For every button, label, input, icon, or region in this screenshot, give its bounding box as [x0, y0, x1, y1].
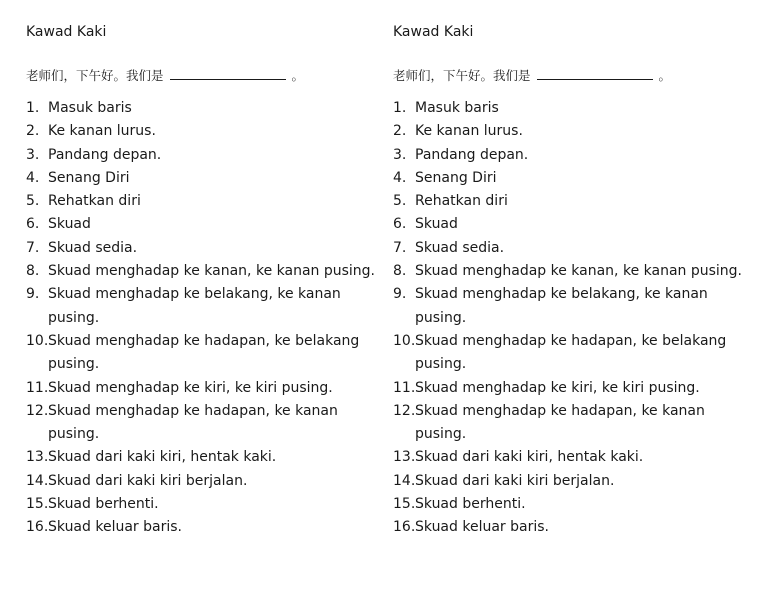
step-number: 8.	[26, 263, 40, 280]
step-number: 9.	[393, 286, 407, 303]
step-number: 16.	[26, 519, 49, 536]
step-number: 3.	[26, 146, 40, 163]
step-number: 13.	[26, 449, 49, 466]
right-greeting-prefix: 老师们，下午好。我们是	[393, 68, 531, 83]
left-steps-list	[26, 97, 376, 540]
step-number: 7.	[26, 239, 40, 256]
list-item	[393, 120, 743, 143]
step-number: 5.	[393, 193, 407, 210]
right-column	[393, 22, 743, 540]
step-number: 14.	[26, 472, 49, 489]
step-number: 16.	[393, 519, 416, 536]
list-item	[393, 190, 743, 213]
step-text: Skuad menghadap ke hadapan, ke belakang pusing.	[48, 332, 360, 373]
step-text: Skuad menghadap ke kiri, ke kiri pusing.	[48, 379, 333, 396]
list-item	[26, 330, 376, 377]
step-text: Senang Diri	[415, 169, 497, 186]
left-greeting	[26, 67, 376, 85]
right-steps-list	[393, 97, 743, 540]
list-item	[393, 493, 743, 516]
step-text: Ke kanan lurus.	[48, 123, 156, 140]
step-number: 8.	[393, 263, 407, 280]
left-greeting-suffix: 。	[291, 68, 304, 83]
step-text: Skuad menghadap ke kanan, ke kanan pusing.	[48, 263, 375, 280]
step-number: 15.	[393, 496, 416, 513]
step-number: 1.	[26, 100, 40, 116]
step-number: 6.	[26, 216, 40, 233]
left-name-blank	[170, 68, 286, 80]
list-item	[26, 120, 376, 143]
list-item	[393, 283, 743, 330]
step-number: 13.	[393, 449, 416, 466]
step-text: Skuad keluar baris.	[415, 519, 549, 536]
left-title: Kawad Kaki	[26, 24, 107, 40]
left-column	[26, 22, 376, 540]
step-text: Skuad menghadap ke kiri, ke kiri pusing.	[415, 379, 700, 396]
list-item	[26, 97, 376, 120]
step-number: 14.	[393, 472, 416, 489]
list-item	[26, 446, 376, 469]
right-greeting	[393, 67, 743, 85]
list-item	[26, 283, 376, 330]
step-number: 10.	[26, 332, 49, 349]
step-text: Skuad dari kaki kiri, hentak kaki.	[415, 449, 644, 466]
list-item	[393, 330, 743, 377]
step-number: 4.	[26, 169, 40, 186]
step-text: Skuad	[48, 216, 91, 233]
step-number: 3.	[393, 146, 407, 163]
list-item	[393, 213, 743, 236]
step-text: Rehatkan diri	[415, 193, 508, 210]
list-item	[26, 260, 376, 283]
step-text: Skuad berhenti.	[415, 496, 526, 513]
step-text: Skuad	[415, 216, 458, 233]
step-text: Skuad menghadap ke belakang, ke kanan pusing.	[415, 286, 708, 326]
list-item	[26, 144, 376, 167]
step-text: Masuk baris	[48, 100, 132, 116]
list-item	[26, 470, 376, 493]
step-text: Masuk baris	[415, 100, 499, 116]
right-name-blank	[537, 68, 653, 80]
step-number: 9.	[26, 286, 40, 303]
list-item	[393, 144, 743, 167]
list-item	[26, 167, 376, 190]
step-text: Skuad sedia.	[48, 239, 138, 256]
step-text: Skuad menghadap ke kanan, ke kanan pusing.	[415, 263, 742, 280]
step-text: Skuad menghadap ke belakang, ke kanan pusing.	[48, 286, 341, 326]
step-number: 12.	[393, 402, 416, 419]
list-item	[393, 260, 743, 283]
step-text: Skuad menghadap ke hadapan, ke belakang pusing.	[415, 332, 727, 373]
left-greeting-prefix: 老师们，下午好。我们是	[26, 68, 164, 83]
list-item	[26, 213, 376, 236]
step-number: 2.	[26, 123, 40, 140]
list-item	[393, 516, 743, 539]
step-number: 4.	[393, 169, 407, 186]
list-item	[26, 237, 376, 260]
step-number: 11.	[393, 379, 416, 396]
list-item	[393, 400, 743, 447]
step-number: 5.	[26, 193, 40, 210]
step-text: Skuad menghadap ke hadapan, ke kanan pusing.	[48, 402, 338, 443]
step-number: 2.	[393, 123, 407, 140]
step-number: 10.	[393, 332, 416, 349]
step-text: Skuad berhenti.	[48, 496, 159, 513]
step-text: Pandang depan.	[48, 146, 162, 163]
step-number: 11.	[26, 379, 49, 396]
step-number: 7.	[393, 239, 407, 256]
right-greeting-suffix: 。	[658, 68, 671, 83]
step-text: Skuad dari kaki kiri berjalan.	[48, 472, 248, 489]
step-text: Skuad dari kaki kiri, hentak kaki.	[48, 449, 277, 466]
step-number: 1.	[393, 100, 407, 116]
list-item	[393, 446, 743, 469]
list-item	[26, 516, 376, 539]
list-item	[26, 400, 376, 447]
list-item	[26, 377, 376, 400]
list-item	[26, 190, 376, 213]
list-item	[393, 97, 743, 120]
right-title: Kawad Kaki	[393, 24, 474, 40]
list-item	[393, 377, 743, 400]
step-number: 15.	[26, 496, 49, 513]
step-text: Senang Diri	[48, 169, 130, 186]
step-text: Ke kanan lurus.	[415, 123, 523, 140]
list-item	[393, 237, 743, 260]
list-item	[393, 470, 743, 493]
list-item	[26, 493, 376, 516]
step-text: Skuad menghadap ke hadapan, ke kanan pusing.	[415, 402, 705, 443]
step-text: Rehatkan diri	[48, 193, 141, 210]
step-number: 12.	[26, 402, 49, 419]
step-text: Skuad keluar baris.	[48, 519, 182, 536]
list-item	[393, 167, 743, 190]
step-text: Skuad sedia.	[415, 239, 505, 256]
step-number: 6.	[393, 216, 407, 233]
step-text: Pandang depan.	[415, 146, 529, 163]
step-text: Skuad dari kaki kiri berjalan.	[415, 472, 615, 489]
